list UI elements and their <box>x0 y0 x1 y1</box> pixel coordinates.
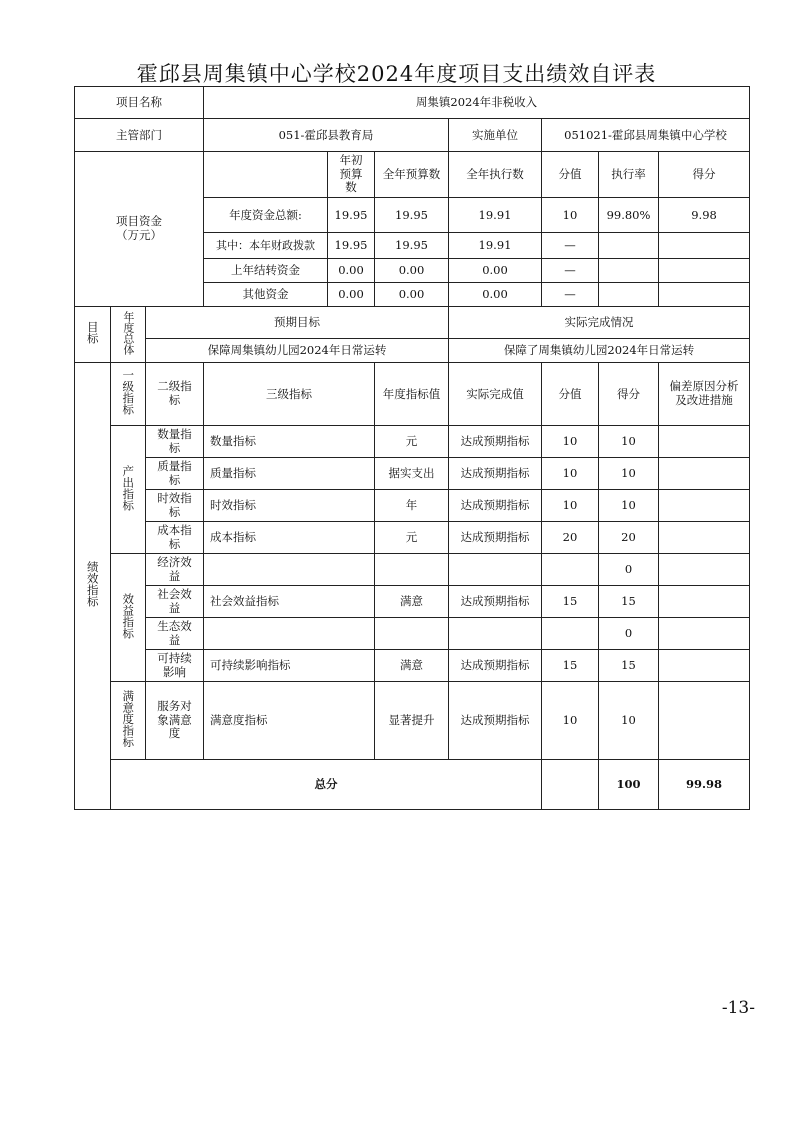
perf-level3 <box>204 618 375 650</box>
perf-level2-line2: 标 <box>168 440 181 455</box>
perf-header-level2-line2: 标 <box>168 393 181 407</box>
perf-value <box>542 618 599 650</box>
funds-section-label <box>75 152 204 307</box>
perf-level2-line1: 时效指 <box>157 490 192 505</box>
perf-group-benefit <box>111 554 146 682</box>
perf-annual: 显著提升 <box>375 682 449 760</box>
funds-row-rate <box>599 233 659 259</box>
performance-table <box>74 86 750 810</box>
perf-level3: 社会效益指标 <box>204 586 375 618</box>
funds-row-rate: 99.80% <box>599 198 659 233</box>
perf-deviation <box>659 554 750 586</box>
funds-row-score <box>659 283 750 307</box>
perf-level3 <box>204 554 375 586</box>
table-row <box>75 458 750 490</box>
perf-level2 <box>146 618 204 650</box>
funds-row-score <box>659 259 750 283</box>
perf-level3: 质量指标 <box>204 458 375 490</box>
perf-level2 <box>146 650 204 682</box>
total-row <box>75 760 750 810</box>
perf-header-annual-value: 年度指标值 <box>375 363 449 426</box>
perf-header-score-value: 分值 <box>542 363 599 426</box>
perf-actual: 达成预期指标 <box>449 586 542 618</box>
perf-annual <box>375 618 449 650</box>
funds-row-value: — <box>542 233 599 259</box>
perf-actual: 达成预期指标 <box>449 490 542 522</box>
funds-header-annual-budget: 全年预算数 <box>375 152 449 198</box>
perf-deviation <box>659 426 750 458</box>
perf-level2 <box>146 554 204 586</box>
dept-label: 主管部门 <box>75 119 204 152</box>
funds-row-label: 其他资金 <box>204 283 328 307</box>
funds-row-exec: 0.00 <box>449 283 542 307</box>
perf-level2-line1: 社会效 <box>157 586 192 601</box>
funds-row-value: 10 <box>542 198 599 233</box>
perf-level2-line1: 数量指 <box>157 426 192 441</box>
perf-group-output-text: 产出指标 <box>121 464 136 511</box>
goals-expected-header: 预期目标 <box>146 307 449 339</box>
perf-score: 10 <box>599 458 659 490</box>
perf-header-score: 得分 <box>599 363 659 426</box>
perf-deviation <box>659 586 750 618</box>
goals-label-a-text: 年度总体 <box>121 310 135 355</box>
funds-row-value: — <box>542 259 599 283</box>
funds-row-exec: 19.91 <box>449 233 542 259</box>
perf-level3: 成本指标 <box>204 522 375 554</box>
table-row <box>75 682 750 760</box>
perf-header-actual-value: 实际完成值 <box>449 363 542 426</box>
funds-row-initial: 19.95 <box>328 198 375 233</box>
perf-annual: 满意 <box>375 586 449 618</box>
perf-actual: 达成预期指标 <box>449 426 542 458</box>
goals-expected-value: 保障周集镇幼儿园2024年日常运转 <box>146 339 449 363</box>
funds-header-score: 得分 <box>659 152 750 198</box>
perf-score: 15 <box>599 650 659 682</box>
goals-actual-value: 保障了周集镇幼儿园2024年日常运转 <box>449 339 750 363</box>
perf-header-level1-text: 一级指标 <box>121 369 136 416</box>
funds-row-annual: 19.95 <box>375 198 449 233</box>
perf-level2 <box>146 458 204 490</box>
table-row <box>75 426 750 458</box>
perf-header-level2 <box>146 363 204 426</box>
funds-row-exec: 0.00 <box>449 259 542 283</box>
impl-unit-label: 实施单位 <box>449 119 542 152</box>
funds-row-label: 其中：本年财政拨款 <box>204 233 328 259</box>
funds-row-label: 年度资金总额: <box>204 198 328 233</box>
perf-deviation <box>659 618 750 650</box>
perf-header-deviation-line2: 及改进措施 <box>675 393 733 407</box>
perf-level2-line2: 标 <box>168 472 181 487</box>
perf-level2 <box>146 522 204 554</box>
perf-level2-line2: 象满意 <box>157 712 192 727</box>
funds-row-initial: 0.00 <box>328 283 375 307</box>
perf-level2-line1: 经济效 <box>157 554 192 569</box>
perf-annual <box>375 554 449 586</box>
funds-row-annual: 0.00 <box>375 259 449 283</box>
perf-score: 10 <box>599 682 659 760</box>
table-row <box>75 586 750 618</box>
funds-header-blank <box>204 152 328 198</box>
perf-level2-line2: 益 <box>168 568 181 583</box>
table-row <box>75 650 750 682</box>
page-title: 霍邱县周集镇中心学校2024年度项目支出绩效自评表 <box>136 62 657 86</box>
goals-label-a <box>111 307 146 363</box>
table-row <box>75 618 750 650</box>
perf-level2-line1: 服务对 <box>157 698 192 713</box>
perf-deviation <box>659 682 750 760</box>
goals-actual-header: 实际完成情况 <box>449 307 750 339</box>
total-label: 总分 <box>111 760 542 810</box>
goals-label-b <box>75 307 111 363</box>
perf-annual: 年 <box>375 490 449 522</box>
table-row <box>75 522 750 554</box>
dept-value: 051-霍邱县教育局 <box>204 119 449 152</box>
performance-section-label <box>75 363 111 810</box>
perf-actual: 达成预期指标 <box>449 522 542 554</box>
project-name-value: 周集镇2024年非税收入 <box>204 87 750 119</box>
total-blank <box>542 760 599 810</box>
perf-level2 <box>146 682 204 760</box>
perf-annual: 元 <box>375 522 449 554</box>
perf-annual: 满意 <box>375 650 449 682</box>
perf-group-benefit-text: 效益指标 <box>121 592 136 639</box>
perf-level2 <box>146 426 204 458</box>
perf-level2-line2: 益 <box>168 632 181 647</box>
perf-header-level3: 三级指标 <box>204 363 375 426</box>
perf-score: 20 <box>599 522 659 554</box>
perf-level2-line2: 益 <box>168 600 181 615</box>
perf-value: 10 <box>542 426 599 458</box>
funds-row-rate <box>599 259 659 283</box>
perf-level2 <box>146 586 204 618</box>
perf-score: 15 <box>599 586 659 618</box>
table-row <box>75 554 750 586</box>
total-value: 100 <box>599 760 659 810</box>
funds-row-rate <box>599 283 659 307</box>
perf-value: 15 <box>542 586 599 618</box>
perf-level2-line3: 度 <box>168 726 181 741</box>
perf-level2-line1: 可持续 <box>157 650 192 665</box>
perf-header-deviation-line1: 偏差原因分析 <box>669 379 739 394</box>
perf-actual: 达成预期指标 <box>449 682 542 760</box>
performance-section-label-text: 绩效指标 <box>85 561 100 608</box>
funds-header-initial-budget <box>328 152 375 198</box>
perf-value: 10 <box>542 458 599 490</box>
funds-row-score: 9.98 <box>659 198 750 233</box>
funds-row-value: — <box>542 283 599 307</box>
perf-level3: 时效指标 <box>204 490 375 522</box>
perf-value <box>542 554 599 586</box>
perf-level2-line1: 质量指 <box>157 458 192 473</box>
goals-label-b-text: 目标 <box>85 321 100 345</box>
perf-score: 0 <box>599 618 659 650</box>
perf-value: 15 <box>542 650 599 682</box>
perf-level2-line2: 标 <box>168 536 181 551</box>
perf-annual: 据实支出 <box>375 458 449 490</box>
perf-actual <box>449 554 542 586</box>
funds-header-execution: 全年执行数 <box>449 152 542 198</box>
funds-header-score-value: 分值 <box>542 152 599 198</box>
funds-row-label: 上年结转资金 <box>204 259 328 283</box>
project-name-label: 项目名称 <box>75 87 204 119</box>
perf-value: 20 <box>542 522 599 554</box>
perf-level2 <box>146 490 204 522</box>
perf-deviation <box>659 490 750 522</box>
table-row <box>75 490 750 522</box>
perf-level2-line2: 标 <box>168 504 181 519</box>
funds-row-annual: 19.95 <box>375 233 449 259</box>
funds-row-initial: 0.00 <box>328 259 375 283</box>
page-number: -13- <box>721 998 755 1018</box>
total-score: 99.98 <box>659 760 750 810</box>
perf-deviation <box>659 522 750 554</box>
perf-score: 0 <box>599 554 659 586</box>
funds-header-initial-line3: 数 <box>345 180 357 195</box>
perf-deviation <box>659 458 750 490</box>
funds-header-initial-line2: 预算 <box>339 166 363 181</box>
perf-annual: 元 <box>375 426 449 458</box>
perf-level2-line1: 生态效 <box>157 618 192 633</box>
perf-header-deviation <box>659 363 750 426</box>
funds-row-score <box>659 233 750 259</box>
impl-unit-value: 051021-霍邱县周集镇中心学校 <box>542 119 750 152</box>
perf-score: 10 <box>599 426 659 458</box>
funds-header-exec-rate: 执行率 <box>599 152 659 198</box>
funds-row-exec: 19.91 <box>449 198 542 233</box>
perf-header-level1 <box>111 363 146 426</box>
funds-row-initial: 19.95 <box>328 233 375 259</box>
perf-level2-line1: 成本指 <box>157 522 192 537</box>
perf-header-level2-line1: 二级指 <box>157 379 192 394</box>
perf-deviation <box>659 650 750 682</box>
perf-value: 10 <box>542 490 599 522</box>
perf-actual <box>449 618 542 650</box>
funds-row-annual: 0.00 <box>375 283 449 307</box>
perf-group-satisfaction-text: 满意度指标 <box>121 690 136 748</box>
perf-level3: 满意度指标 <box>204 682 375 760</box>
perf-actual: 达成预期指标 <box>449 650 542 682</box>
perf-level3: 数量指标 <box>204 426 375 458</box>
perf-level2-line2: 影响 <box>163 664 186 679</box>
funds-label-line2: （万元） <box>116 228 162 242</box>
funds-label-line1: 项目资金 <box>116 214 162 229</box>
perf-value: 10 <box>542 682 599 760</box>
perf-group-output <box>111 426 146 554</box>
perf-level3: 可持续影响指标 <box>204 650 375 682</box>
funds-header-initial-line1: 年初 <box>339 152 363 167</box>
perf-score: 10 <box>599 490 659 522</box>
perf-actual: 达成预期指标 <box>449 458 542 490</box>
perf-group-satisfaction <box>111 682 146 760</box>
